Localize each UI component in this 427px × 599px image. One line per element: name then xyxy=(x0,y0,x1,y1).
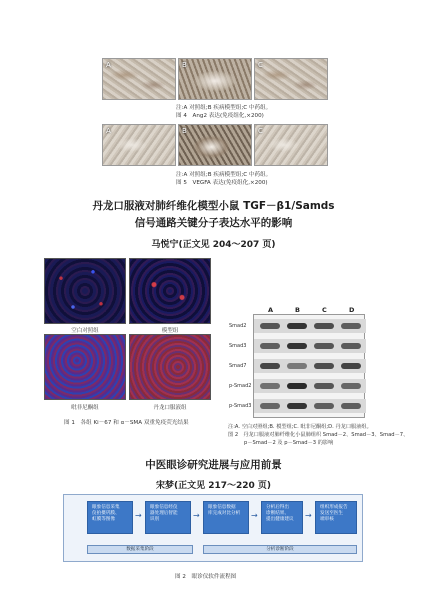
band xyxy=(260,343,280,349)
arrow-right-icon: → xyxy=(305,511,312,520)
blot-row-label: Smad7 xyxy=(229,363,247,369)
band xyxy=(341,323,361,329)
flow-step-4 xyxy=(261,501,303,534)
micrograph-panel xyxy=(102,58,176,100)
fluorescence-panel xyxy=(44,334,126,400)
band xyxy=(314,363,334,369)
figure-caption: 图 4 Ang2 表达(免疫组化,×200) xyxy=(176,113,264,119)
blot-row-p-smad2 xyxy=(254,379,366,393)
band xyxy=(341,383,361,389)
band xyxy=(341,343,361,349)
article-author: 马悦宁(正文见 204～207 页) xyxy=(151,240,276,250)
micrograph-panel xyxy=(254,124,328,166)
flow-step-text: 眼象信息数据 库完成对比分析 xyxy=(208,505,241,516)
band xyxy=(314,383,334,389)
fluorescence-panel xyxy=(44,258,126,324)
band xyxy=(260,383,280,389)
flow-step-text: 组织形成报告 发送至医生 端审核 xyxy=(320,505,348,522)
lane-label: B xyxy=(295,306,300,314)
panel-label: B xyxy=(182,61,187,69)
band xyxy=(287,363,307,369)
micrograph-panel xyxy=(102,124,176,166)
stage-band: 分析诊断阶段 xyxy=(203,545,357,554)
figure-note: 注:A 对照组;B 疾病模型组;C 中药组。 xyxy=(176,172,272,178)
figure-caption: 图 5 VEGFA 表达(免疫组化,×200) xyxy=(176,180,268,186)
arrow-right-icon: → xyxy=(193,511,200,520)
figure-caption: 图 2 丹龙口服液对肺纤维化小鼠肺组织 Smad－2、Smad－3、Smad－7、 xyxy=(228,432,409,438)
band xyxy=(287,343,307,349)
fluorescence-label: 模型组 xyxy=(161,328,179,334)
article-title-line-1: 丹龙口服液对肺纤维化模型小鼠 TGF－β1/Samds xyxy=(92,200,335,212)
stage-band: 数据采集阶段 xyxy=(87,545,193,554)
blot-note: 注:A. 空白对照组;B. 模型组;C. 吡非尼酮组;D. 丹龙口服液组。 xyxy=(228,424,372,430)
flow-step-1 xyxy=(87,501,133,534)
lane-label: C xyxy=(322,306,327,314)
blot-row-label: Smad2 xyxy=(229,323,247,329)
blot-row-p-smad3 xyxy=(254,399,366,413)
band xyxy=(287,403,307,409)
panel-label: A xyxy=(106,61,111,69)
figure-caption: 图 2 眼诊仪软件流程图 xyxy=(175,574,237,580)
fluorescence-label: 吡非尼酮组 xyxy=(71,405,99,411)
flow-step-5 xyxy=(315,501,357,534)
panel-label: B xyxy=(182,127,187,135)
flow-step-text: 眼象信息经仪 器处理后智能 识别 xyxy=(150,505,178,522)
band xyxy=(287,323,307,329)
band xyxy=(314,323,334,329)
flow-step-3 xyxy=(203,501,249,534)
article-author: 宋梦(正文见 217～220 页) xyxy=(155,481,272,491)
fluorescence-panel xyxy=(129,334,211,400)
fluorescence-label: 丹龙口服液组 xyxy=(153,405,187,411)
lane-label: A xyxy=(268,306,274,314)
figure-caption: 图 1 各组 Ki－67 和 α－SMA 双重免疫荧光结果 xyxy=(64,420,189,426)
band xyxy=(341,403,361,409)
band xyxy=(260,363,280,369)
flow-step-2 xyxy=(145,501,191,534)
micrograph-panel xyxy=(178,58,252,100)
article-title: 中医眼诊研究进展与应用前景 xyxy=(145,459,282,471)
panel-label: C xyxy=(258,61,263,69)
panel-label: A xyxy=(106,127,111,135)
blot-membrane xyxy=(253,314,365,418)
blot-row-smad2 xyxy=(254,319,366,333)
flow-step-text: 眼象信息采集 仪拍摄巩膜、 虹膜等图像 xyxy=(92,505,120,522)
blot-row-smad3 xyxy=(254,339,366,353)
figure-caption-cont: p－Smad－2 及 p－Smad－3 的影响 xyxy=(244,440,334,446)
fluorescence-panel xyxy=(129,258,211,324)
flow-step-text: 分析后得出 诊断结果、 提出健康建议 xyxy=(266,505,294,522)
arrow-right-icon: → xyxy=(135,511,142,520)
micrograph-panel xyxy=(178,124,252,166)
blot-row-smad7 xyxy=(254,359,366,373)
blot-row-label: p-Smad3 xyxy=(229,403,252,409)
band xyxy=(314,343,334,349)
band xyxy=(260,403,280,409)
blot-row-label: Smad3 xyxy=(229,343,247,349)
arrow-right-icon: → xyxy=(251,511,258,520)
blot-row-label: p-Smad2 xyxy=(229,383,252,389)
band xyxy=(260,323,280,329)
figure-note: 注:A 对照组;B 疾病模型组;C 中药组。 xyxy=(176,105,272,111)
fluorescence-label: 空白对照组 xyxy=(71,328,99,334)
lane-label: D xyxy=(349,306,355,314)
article-title-line-2: 信号通路关键分子表达水平的影响 xyxy=(134,217,293,229)
band xyxy=(341,363,361,369)
panel-label: C xyxy=(258,127,263,135)
band xyxy=(287,383,307,389)
band xyxy=(314,403,334,409)
micrograph-panel xyxy=(254,58,328,100)
